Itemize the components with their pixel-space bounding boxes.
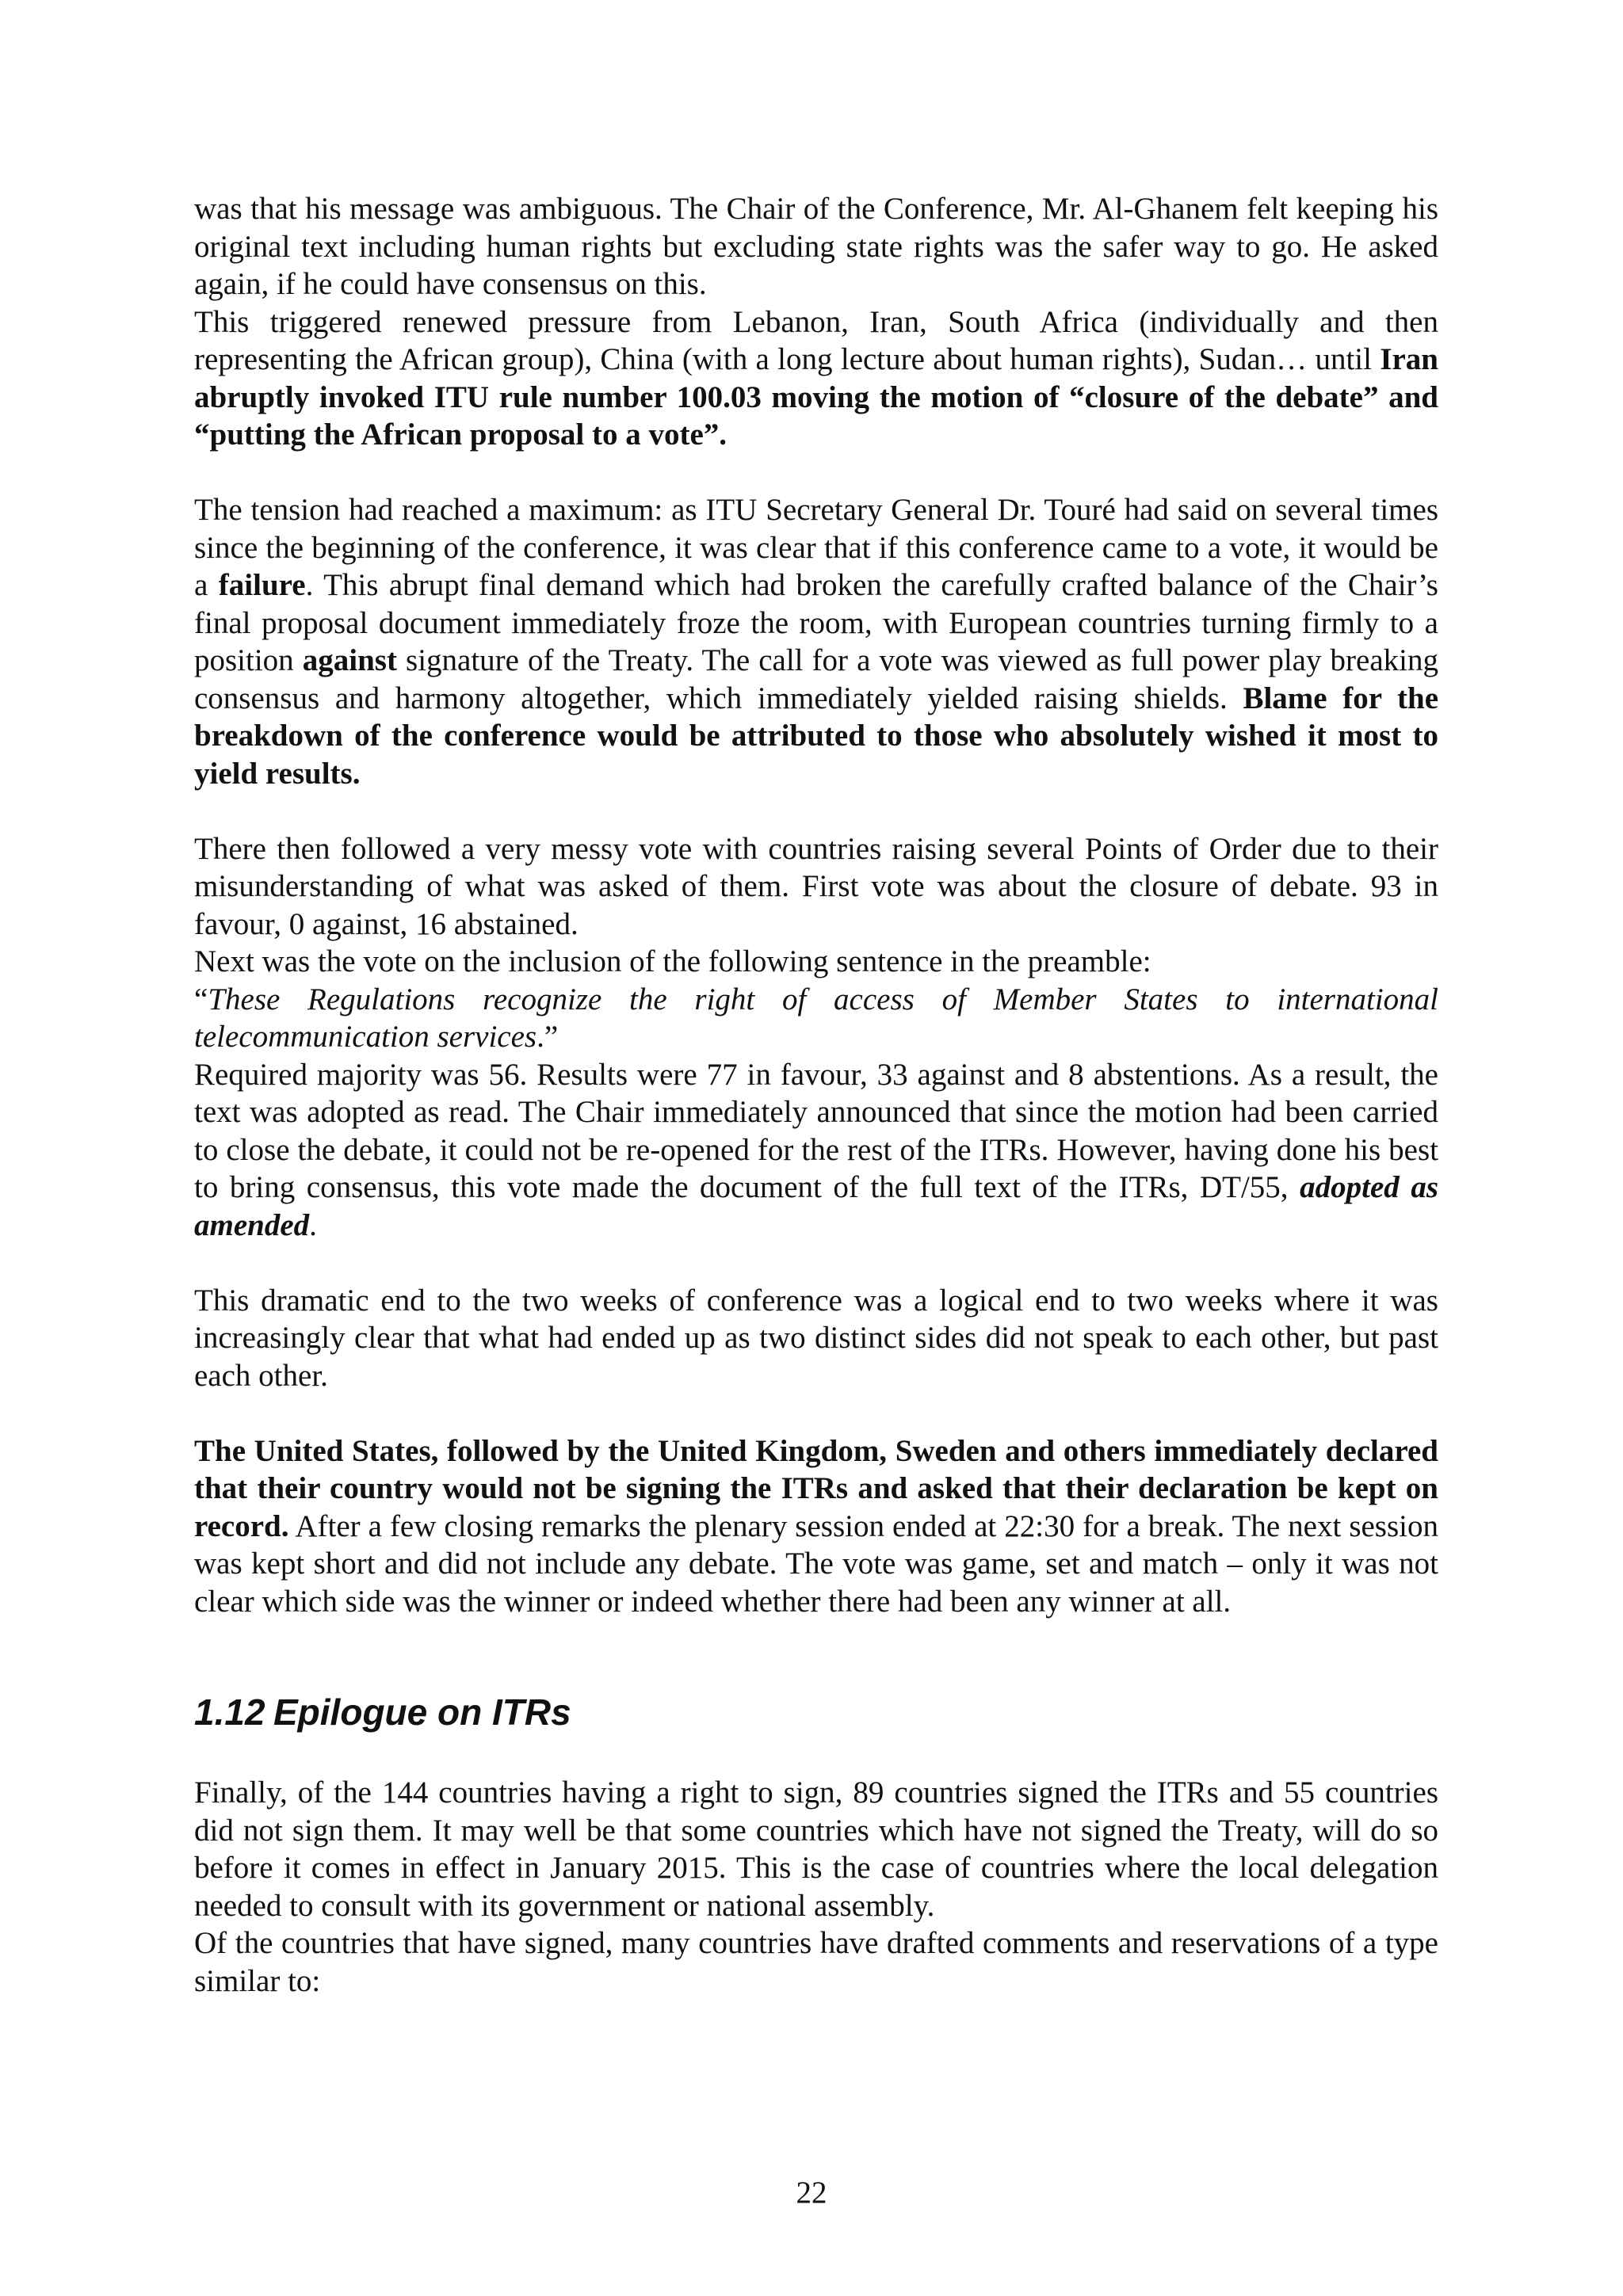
bold-iran-motion: Iran abruptly invoked ITU rule number 100.03 moving the motion of “closure of the debate” and “putting the African proposal to a vote”. — [194, 342, 1438, 452]
paragraph-gap — [194, 792, 1438, 830]
paragraph-tension: The tension had reached a maximum: as ITU Secretary General Dr. Touré had said on several times since the beginning of the conference, it was clear that if this conference came to a vote, it would be a failure. This abrupt final demand which had broken the carefully crafted balance of the Chair’s final proposal document immediately froze the room, with European countries turning firmly to a position against signature of the Treaty. The call for a vote was viewed as full power play breaking consensus and harmony altogether, which immediately yielded raising shields. Blame for the breakdown of the conference would be attributed to those who absolutely wished it most to yield results. — [194, 493, 1439, 791]
paragraph-next-vote: Next was the vote on the inclusion of the following sentence in the preamble: — [194, 944, 1151, 978]
paragraph-dramatic-end: This dramatic end to the two weeks of conference was a logical end to two weeks where it was increasingly clear that what had ended up as two distinct sides did not speak to each other, but past each other. — [194, 1283, 1438, 1393]
paragraph-majority-results: Required majority was 56. Results were 77 in favour, 33 against and 8 abstentions. As a result, the text was adopted as read. The Chair immediately announced that since the motion had been carried to close the debate, it could not be re-opened for the rest of the ITRs. However, having done his best to bring consensus, this vote made the document of the full text of the ITRs, DT/55, adopted as amended. — [194, 1057, 1438, 1242]
bold-us-declaration: The United States, followed by the United Kingdom, Sweden and others immediately declared that their country would not be signing the ITRs and asked that their declaration be kept on record. — [194, 1433, 1438, 1543]
paragraph-messy-vote: There then followed a very messy vote with countries raising several Points of Order due to their misunderstanding of what was asked of them. First vote was about the closure of debate. 93 in favour, 0 against, 16 abstained. — [194, 831, 1438, 941]
paragraph-us-declaration: The United States, followed by the United Kingdom, Sweden and others immediately declared that their country would not be signing the ITRs and asked that their declaration be kept on record. After a few closing remarks the plenary session ended at 22:30 for a break. The next session was kept short and did not include any debate. The vote was game, set and match – only it was not clear which side was the winner or indeed whether there had been any winner at all. — [194, 1433, 1438, 1619]
paragraph-gap — [194, 454, 1438, 492]
section-number: 1.12 — [194, 1691, 265, 1733]
paragraph-signatures: Finally, of the 144 countries having a right to sign, 89 countries signed the ITRs and 55 countries did not sign them. It may well be that some countries which have not signed the Treaty, will do so before it comes in effect in January 2015. This is the case of countries where the local delegation needed to consult with its government or national assembly. — [194, 1775, 1438, 1923]
paragraph-reservations: Of the countries that have signed, many countries have drafted comments and reservations of a type similar to: — [194, 1926, 1438, 1998]
page-number: 22 — [796, 2176, 827, 2210]
quoted-sentence: These Regulations recognize the right of access of Member States to international telecommunication services — [194, 982, 1438, 1054]
paragraph-chair-ambiguous: was that his message was ambiguous. The Chair of the Conference, Mr. Al-Ghanem felt keeping his original text including human rights but excluding state rights was the safer way to go. He asked again, if he could have consensus on this. — [194, 192, 1438, 301]
paragraph-gap — [194, 1394, 1438, 1432]
bold-failure: failure — [218, 568, 306, 602]
bold-against: against — [302, 643, 397, 677]
bold-italic-adopted: adopted as amended — [194, 1170, 1438, 1242]
section-heading — [194, 1690, 1438, 1734]
bold-blame: Blame for the breakdown of the conference would be attributed to those who absolutely wished it most to yield results. — [194, 681, 1439, 791]
section-title: Epilogue on ITRs — [273, 1691, 571, 1733]
page-content — [194, 190, 1438, 2000]
paragraph-renewed-pressure: This triggered renewed pressure from Lebanon, Iran, South Africa (individually and then representing the African group), China (with a long lecture about human rights), Sudan… until Iran abruptly invoked ITU rule number 100.03 moving the motion of “closure of the debate” and “putting the African proposal to a vote”. — [194, 304, 1438, 452]
paragraph-gap — [194, 1244, 1438, 1282]
paragraph-preamble-quote: “These Regulations recognize the right of access of Member States to international telecommunication services.” — [194, 982, 1438, 1054]
